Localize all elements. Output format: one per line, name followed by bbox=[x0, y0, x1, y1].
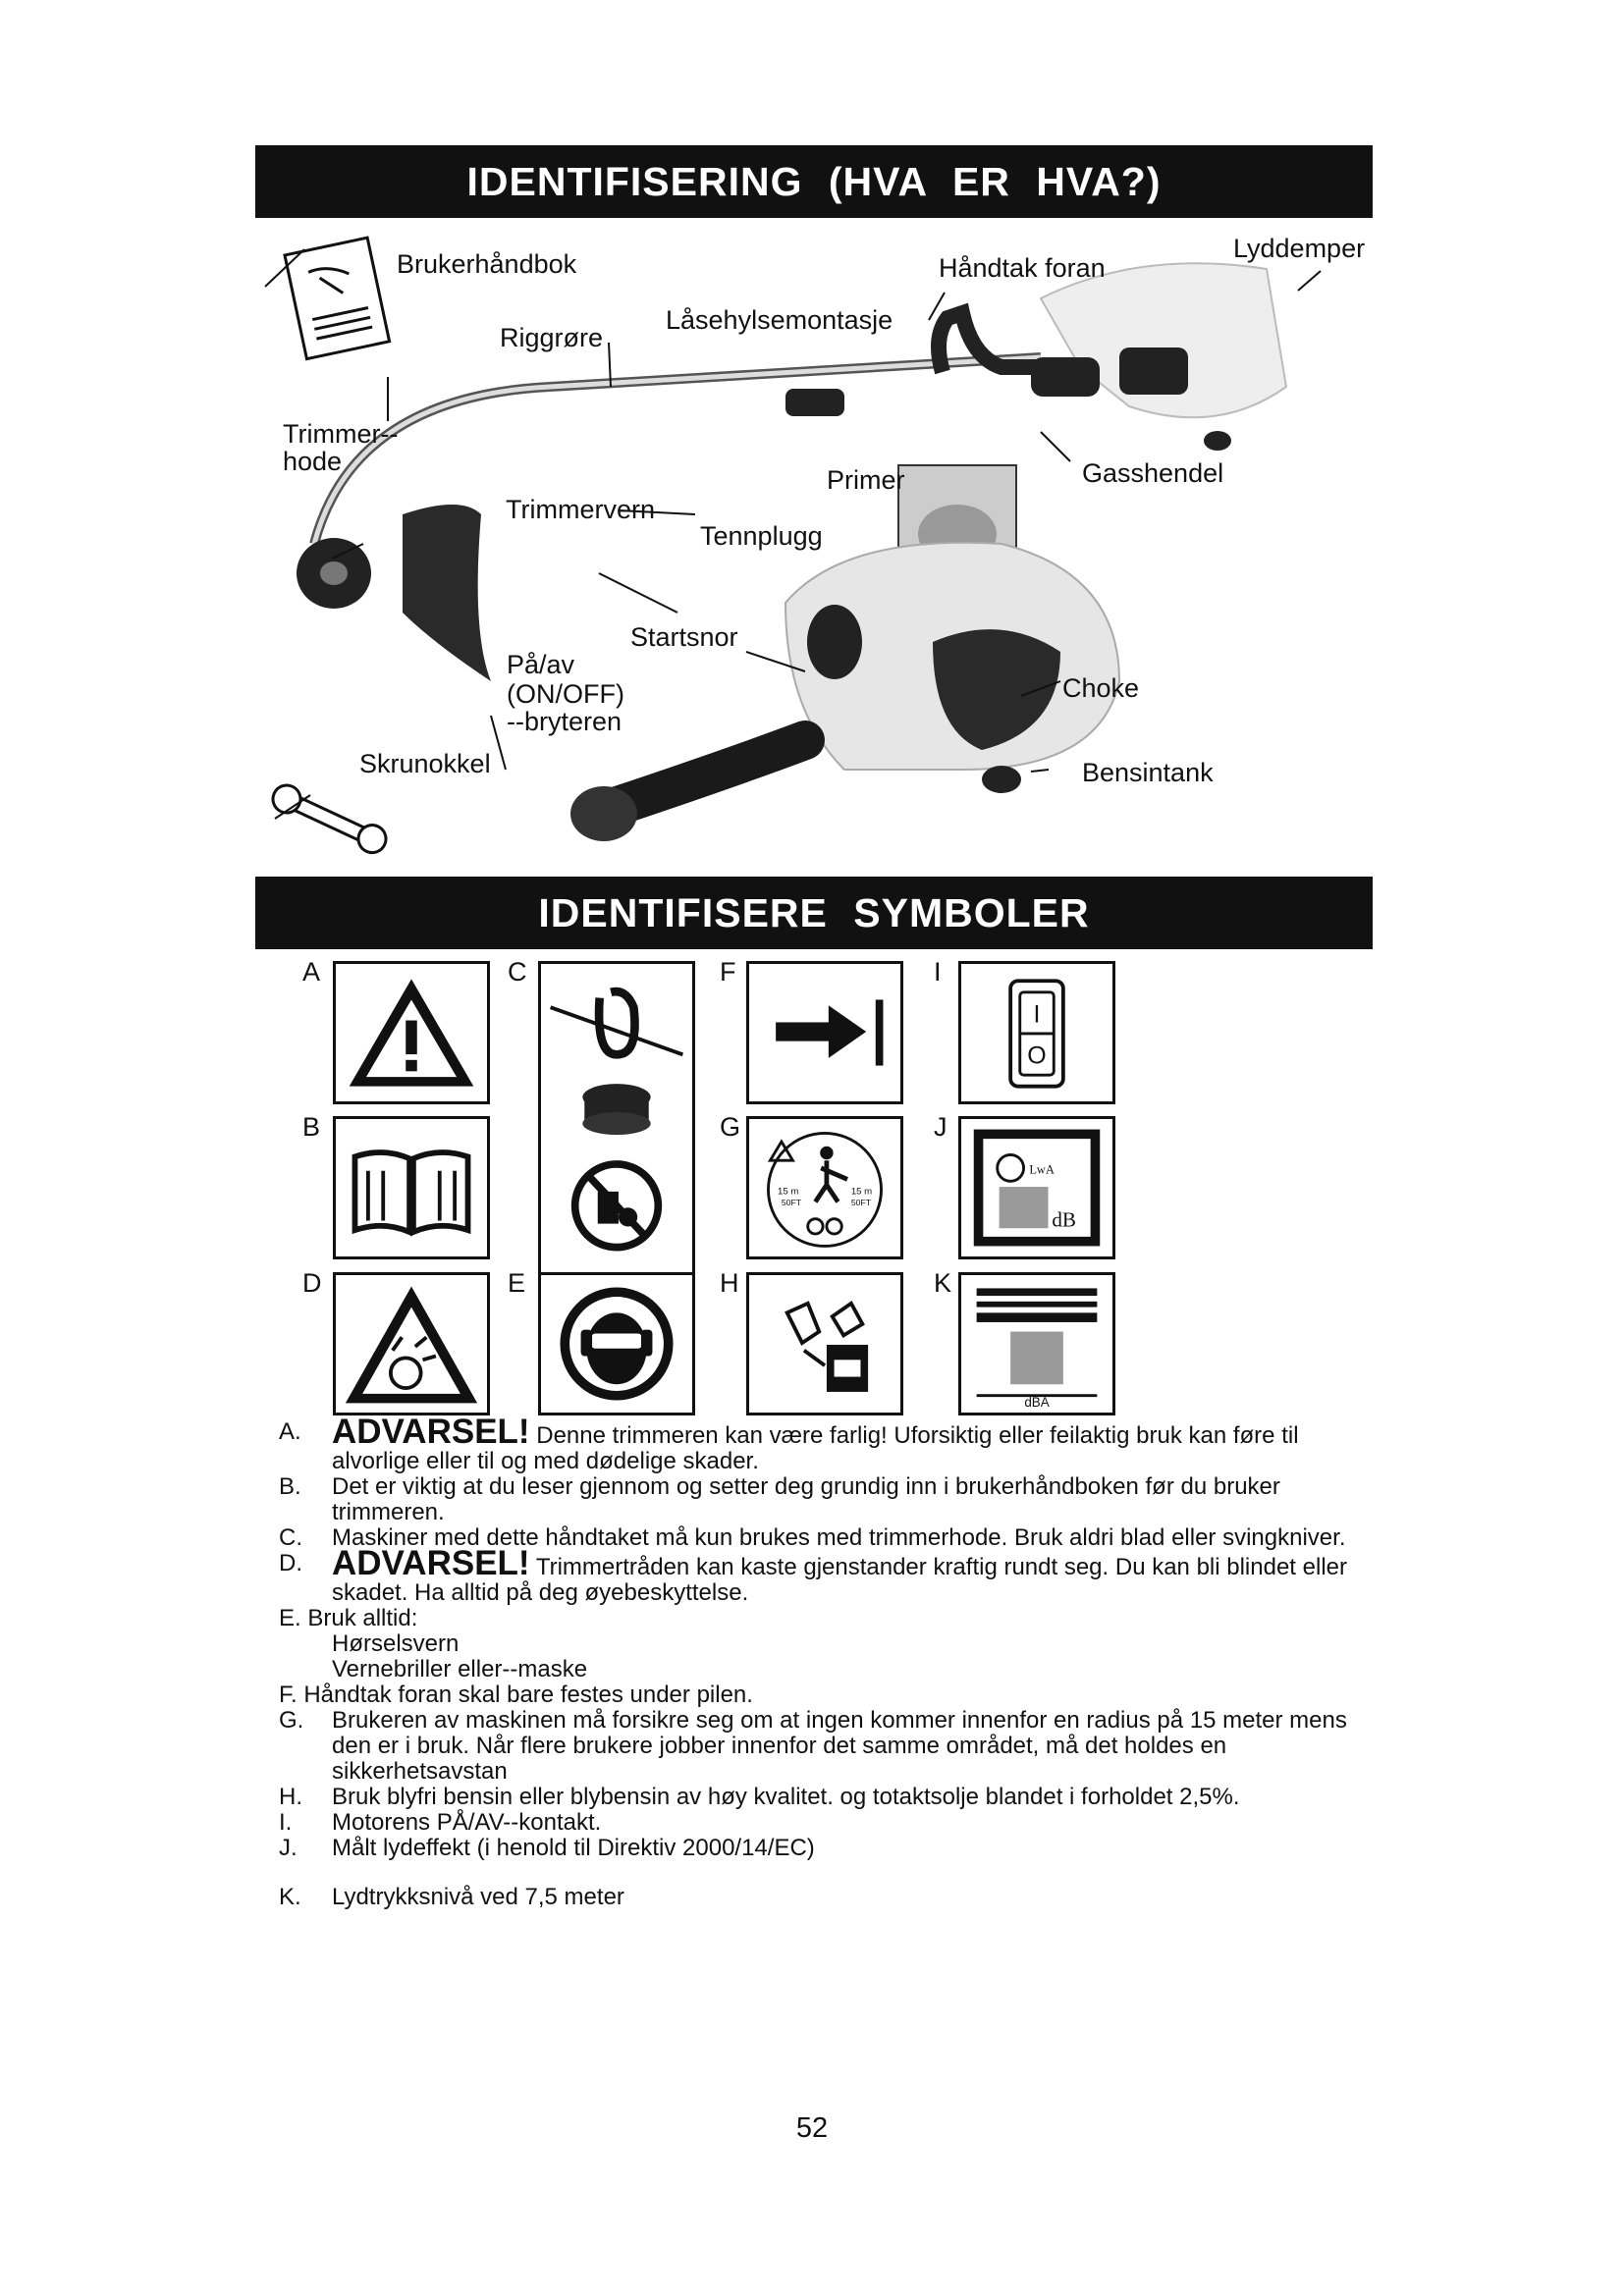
label-switch-1: På/av bbox=[507, 650, 575, 679]
desc-i: I. Motorens PÅ/AV--kontakt. bbox=[279, 1809, 602, 1836]
symbol-letter-k: K bbox=[934, 1268, 952, 1298]
g-dist-left: 15 m bbox=[778, 1186, 799, 1198]
symbol-letter-d: D bbox=[302, 1268, 322, 1298]
symbol-h-fuel-mix bbox=[746, 1272, 903, 1415]
symbol-letter-i: I bbox=[934, 957, 942, 987]
warning-label: ADVARSEL! bbox=[332, 1544, 530, 1582]
symbol-letter-j: J bbox=[934, 1112, 947, 1142]
label-shaft: Riggrøre bbox=[500, 323, 604, 352]
open-book-icon bbox=[336, 1119, 487, 1256]
symbol-e-protective-gear bbox=[538, 1272, 695, 1415]
wrench-icon bbox=[268, 780, 390, 857]
desc-c: C. Maskiner med dette håndtaket må kun brukes med trimmerhode. Bruk aldri blad eller svingkniver. bbox=[279, 1524, 1346, 1551]
symbol-letter-g: G bbox=[720, 1112, 741, 1142]
symbol-letter-f: F bbox=[720, 957, 736, 987]
sound-power-icon bbox=[961, 1119, 1112, 1256]
label-front-handle: Håndtak foran bbox=[939, 253, 1106, 283]
desc-k: K. Lydtrykksnivå ved 7,5 meter bbox=[279, 1884, 624, 1910]
switch-off-label: O bbox=[1027, 1041, 1047, 1070]
desc-e-item2: Vernebriller eller--maske bbox=[332, 1656, 588, 1682]
k-unit-label: dBA bbox=[1024, 1395, 1050, 1411]
manual-icon bbox=[285, 238, 390, 359]
label-switch-2: (ON/OFF) bbox=[507, 679, 624, 709]
g-dist-right: 15 m bbox=[850, 1186, 873, 1198]
desc-j: J. Målt lydeffekt (i henold til Direktiv 2000/14/EC) bbox=[279, 1835, 815, 1861]
symbol-letter-c: C bbox=[508, 957, 527, 987]
label-guard: Trimmervern bbox=[506, 495, 655, 524]
label-muffler: Lyddemper bbox=[1233, 234, 1366, 263]
symbol-b-read-manual bbox=[333, 1116, 490, 1259]
desc-a: A. ADVARSEL! Denne trimmeren kan være farlig! Uforsiktig eller feilaktig bruk kan føre til alvorlige eller til og med dødelige skader. bbox=[279, 1413, 1299, 1474]
label-fuel-tank: Bensintank bbox=[1082, 758, 1214, 787]
page-number: 52 bbox=[795, 2112, 829, 2144]
label-choke: Choke bbox=[1062, 673, 1140, 703]
symbol-letter-b: B bbox=[302, 1112, 321, 1142]
desc-g: G. Brukeren av maskinen må forsikre seg om at ingen kommer innenfor en radius på 15 meter mens den er i bruk. Når flere brukere jobber innenfor det samme området, må det holdes en sikkerhetsavstan bbox=[279, 1707, 1347, 1785]
label-switch-3: --bryteren bbox=[507, 707, 623, 736]
g-dist-ft-left: 50FT bbox=[781, 1198, 802, 1208]
on-off-switch-icon bbox=[961, 964, 1112, 1101]
warning-label: ADVARSEL! bbox=[332, 1413, 530, 1451]
desc-e-item1: Hørselsvern bbox=[332, 1630, 460, 1657]
symbol-k-sound-pressure bbox=[958, 1272, 1115, 1415]
desc-h: H. Bruk blyfri bensin eller blybensin av høy kvalitet. og totaktsolje blandet i forholdet 2,5%. bbox=[279, 1784, 1240, 1810]
symbol-d-thrown-objects bbox=[333, 1272, 490, 1415]
desc-b: B. Det er viktig at du leser gjennom og setter deg grundig inn i brukerhåndboken før du bruker trimmeren. bbox=[279, 1473, 1280, 1525]
symbol-letter-e: E bbox=[508, 1268, 526, 1298]
label-primer: Primer bbox=[827, 465, 905, 495]
desc-f: F. Håndtak foran skal bare festes under pilen. bbox=[279, 1682, 753, 1708]
sound-pressure-icon bbox=[961, 1275, 1112, 1413]
symbol-a-warning bbox=[333, 961, 490, 1104]
desc-d: D. ADVARSEL! Trimmertråden kan kaste gjenstander kraftig rundt seg. Du kan bli blindet eller skadet. Ha alltid på deg øyebeskyttelse. bbox=[279, 1544, 1347, 1606]
symbol-letter-a: A bbox=[302, 957, 321, 987]
label-starter-cord: Startsnor bbox=[630, 622, 738, 652]
g-dist-ft-right: 50FT bbox=[850, 1198, 871, 1208]
symbol-letter-h: H bbox=[720, 1268, 739, 1298]
section-title-symbols: IDENTIFISERE SYMBOLER bbox=[255, 877, 1373, 949]
symbol-i-on-off-switch bbox=[958, 961, 1115, 1104]
ear-eye-protection-icon bbox=[541, 1275, 692, 1413]
symbol-g-safety-distance bbox=[746, 1116, 903, 1259]
label-user-manual: Brukerhåndbok bbox=[397, 249, 577, 279]
label-trimmer-head-2: hode bbox=[283, 447, 343, 476]
label-throttle: Gasshendel bbox=[1082, 458, 1224, 488]
symbol-descriptions bbox=[279, 1413, 1369, 1910]
j-unit-label: dB bbox=[1052, 1207, 1076, 1232]
label-locking-sleeve: Låsehylsemontasje bbox=[666, 305, 893, 335]
thrown-objects-warning-icon bbox=[336, 1275, 487, 1413]
j-brand-label: LwA bbox=[1029, 1162, 1055, 1177]
safety-distance-icon bbox=[749, 1119, 900, 1256]
warning-triangle-icon bbox=[336, 964, 487, 1101]
fuel-can-icon bbox=[749, 1275, 900, 1413]
symbol-f-handle-position bbox=[746, 961, 903, 1104]
label-wrench: Skrunokkel bbox=[359, 749, 491, 778]
switch-on-label: I bbox=[1033, 1000, 1041, 1029]
label-spark-plug: Tennplugg bbox=[700, 521, 823, 551]
section-title-identification: IDENTIFISERING (HVA ER HVA?) bbox=[255, 145, 1373, 218]
arrow-right-icon bbox=[749, 964, 900, 1101]
symbol-j-sound-power bbox=[958, 1116, 1115, 1259]
desc-e: E. Bruk alltid: bbox=[279, 1605, 418, 1631]
label-trimmer-head-1: Trimmer-- bbox=[283, 419, 399, 449]
